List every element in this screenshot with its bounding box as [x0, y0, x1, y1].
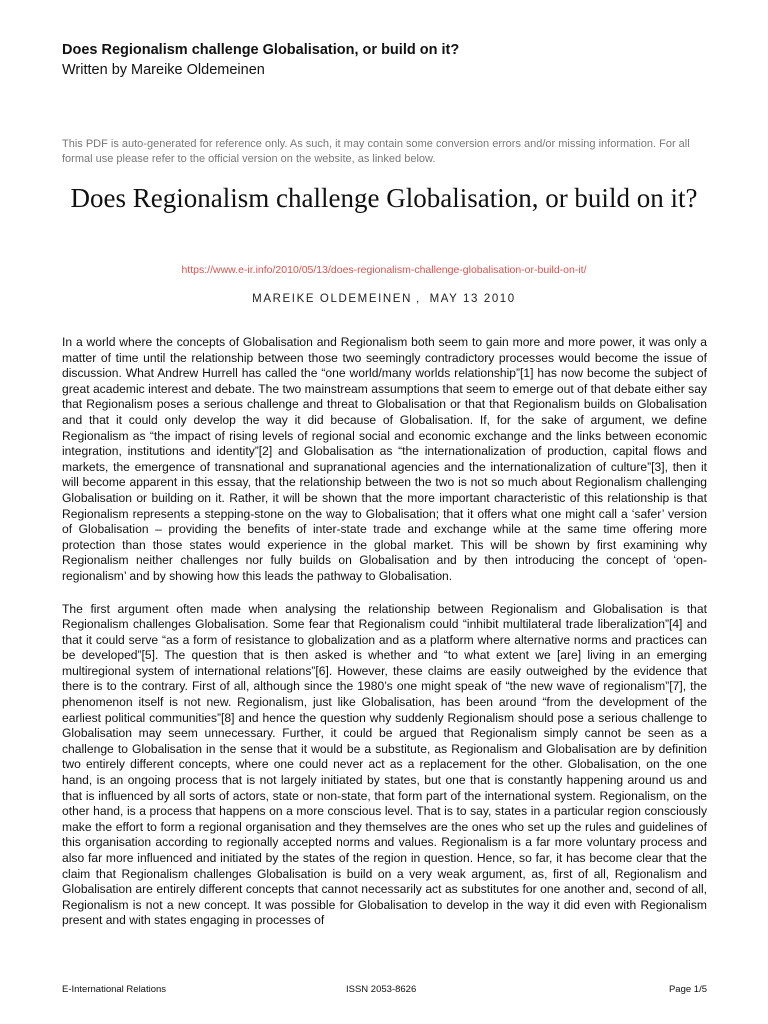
- byline: [62, 291, 706, 307]
- header-author: Written by Mareike Oldemeinen: [62, 62, 265, 78]
- byline-separator: ,: [415, 293, 426, 305]
- footer-page-number: Page 1/5: [668, 984, 707, 995]
- page-header: [62, 40, 712, 80]
- footer-publisher: E-International Relations: [62, 984, 167, 995]
- article-title: Does Regionalism challenge Globalisation, or build on it?: [70, 183, 698, 213]
- body-paragraph: In a world where the concepts of Globalisation and Regionalism both seem to gain more and more power, it was only a matter of time until the relationship between those two seemingly contradictory processes would become the issue of discussion. What Andrew Hurrell has called the “one world/many worlds relationship”[1] has now become the subject of great academic interest and debate. The two mainstream assumptions that seem to emerge out of that debate either say that Regionalism poses a serious challenge and threat to Globalisation or that that Regionalism builds on Globalisation and that it could only develop the way it did because of Globalisation. If, for the sake of argument, we define Regionalism as “the impact of rising levels of regional social and economic exchange and the links between economic integration, institutions and identity”[2] and Globalisation as “the internationalization of production, capital flows and markets, the emergence of transnational and supranational agencies and the internationalization of culture”[3], then it will become apparent in this essay, that the relationship between the two is not so much about Regionalism challenging Globalisation or building on it. Rather, it will be shown that the more important characteristic of this relationship is that Regionalism represents a stepping-stone on the way to Globalisation; that it offers what one might call a ‘safer’ version of Globalisation – providing the benefits of inter-state trade and exchange while at the same time offering more protection than those states would experience in the global market. This will be shown by first examining why Regionalism neither challenges nor fully builds on Globalisation and by then introducing the concept of ‘open-regionalism’ and by showing how this leads the pathway to Globalisation.: [62, 335, 707, 583]
- disclaimer-notice: This PDF is auto-generated for reference only. As such, it may contain some conversion errors and/or missing information. For all formal use please refer to the official version on the website, as linked below.: [62, 138, 690, 165]
- body-paragraph: The first argument often made when analysing the relationship between Regionalism and Globalisation is that Regionalism challenges Globalisation. Some fear that Regionalism could “inhibit multilateral trade liberalization”[4] and that it could serve “as a form of resistance to globalization and as a platform where alternative norms and practices can be developed”[5]. The question that is then asked is whether and “to what extent we [are] living in an emerging multiregional system of international relations”[6]. However, these claims are easily outweighed by the evidence that there is to the contrary. First of all, although since the 1980’s one might speak of “the new wave of regionalism”[7], the phenomenon itself is not new. Regionalism, just like Globalisation, has been around “from the development of the earliest political communities”[8] and hence the question why suddenly Regionalism should pose a serious challenge to Globalisation may seem unnecessary. Further, it could be argued that Regionalism simply cannot be seen as a challenge to Globalisation in the sense that it would be a substitute, as Regionalism and Globalisation are by definition two entirely different concepts, where one could never act as a replacement for the other. Globalisation, on the one hand, is an ongoing process that is not largely initiated by states, but one that is constantly happening around us and that is influenced by all sorts of actors, state or non-state, that form part of the international system. Regionalism, on the other hand, is a process that happens on a more conscious level. That is to say, states in a particular region consciously make the effort to form a regional organisation and they themselves are the ones who set up the rules and guidelines of this organisation according to regionally accepted norms and values. Regionalism is a far more voluntary process and also far more influenced and initiated by the states of the region in question. Hence, so far, it has become clear that the claim that Regionalism challenges Globalisation is build on a very weak argument, as, first of all, Regionalism and Globalisation are entirely different concepts that cannot necessarily act as substitutes for one another and, second of all, Regionalism is not a new concept. It was possible for Globalisation to develop in the way it did even with Regionalism present and with states engaging in processes of: [62, 601, 707, 928]
- footer-issn: ISSN 2053-8626: [346, 984, 417, 995]
- article-source-link[interactable]: https://www.e-ir.info/2010/05/13/does-regionalism-challenge-globalisation-or-build-on-it/: [181, 264, 587, 276]
- byline-date: MAY 13 2010: [429, 293, 516, 305]
- header-title: Does Regionalism challenge Globalisation, or build on it?: [62, 42, 460, 58]
- page-footer: [62, 983, 707, 997]
- article-body: [62, 335, 707, 946]
- byline-author: MAREIKE OLDEMEINEN: [252, 293, 412, 305]
